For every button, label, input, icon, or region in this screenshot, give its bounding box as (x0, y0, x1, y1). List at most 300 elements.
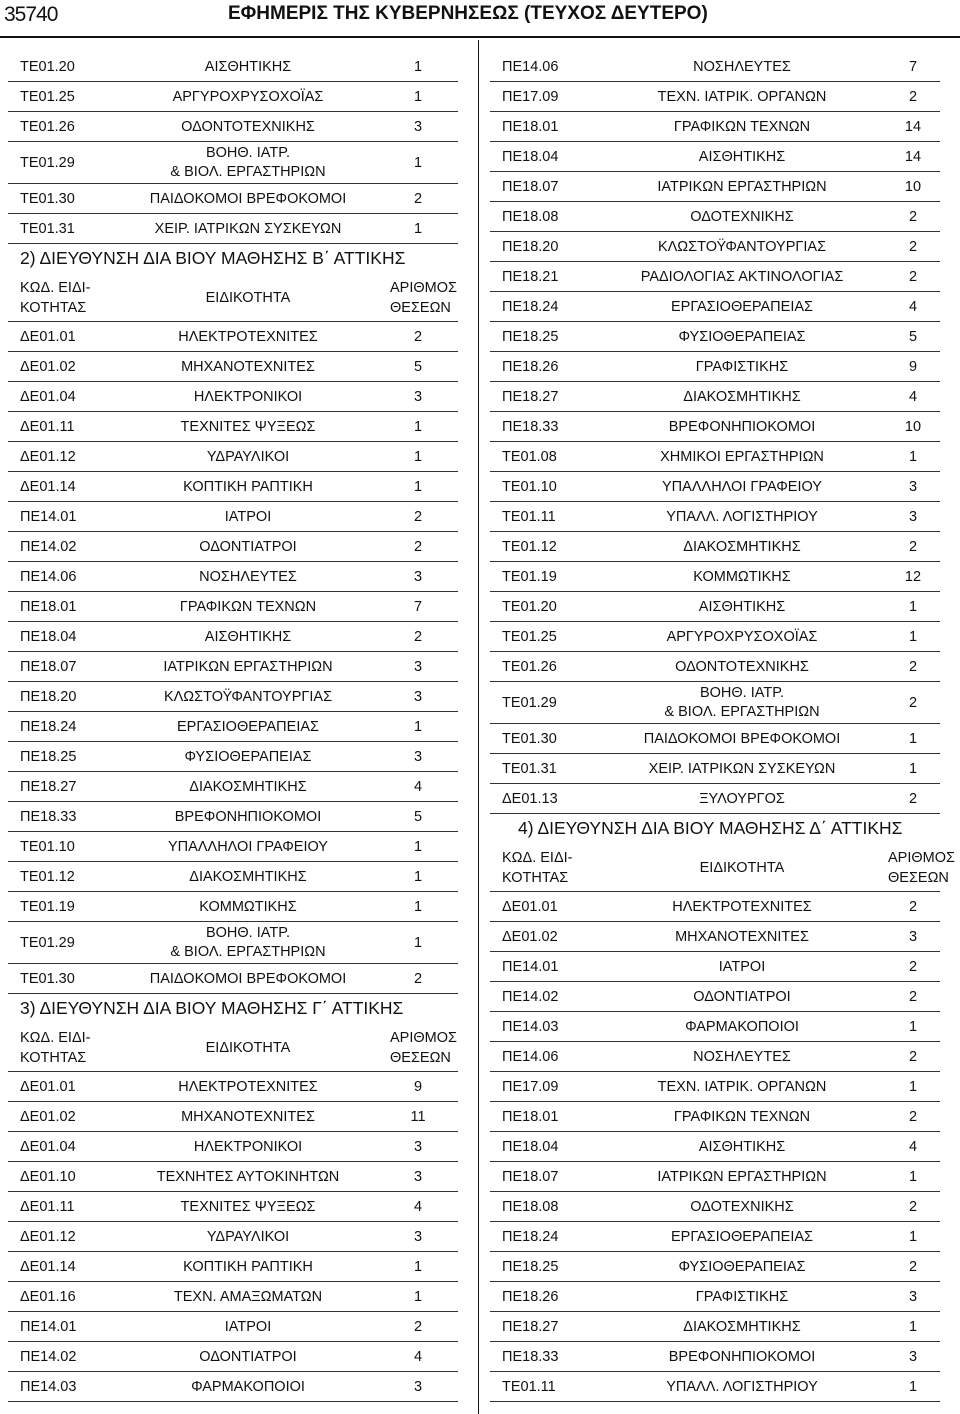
table-row (0, 802, 478, 832)
count-cell: 2 (908, 1049, 918, 1065)
code-cell: ΔΕ01.04 (20, 1139, 76, 1155)
table-row (482, 652, 960, 682)
code-cell: ΤΕ01.25 (502, 629, 557, 645)
table-row (0, 1342, 478, 1372)
code-cell: ΤΕ01.12 (502, 539, 557, 555)
count-cell: 4 (908, 1139, 918, 1155)
column-separator (478, 40, 479, 1414)
count-cell: 1 (908, 1379, 918, 1395)
count-cell: 1 (413, 935, 423, 951)
code-cell: ΠΕ18.33 (502, 419, 559, 435)
specialty-cell: ΑΙΣΘΗΤΙΚΗΣ (698, 1139, 786, 1155)
table-row (0, 892, 478, 922)
code-cell: ΤΕ01.10 (20, 839, 75, 855)
specialty-cell: ΙΑΤΡΙΚΩΝ ΕΡΓΑΣΤΗΡΙΩΝ (657, 1169, 827, 1185)
table-row (0, 832, 478, 862)
count-cell: 2 (413, 509, 423, 525)
specialty-cell: ΔΙΑΚΟΣΜΗΤΙΚΗΣ (189, 869, 307, 885)
left-column (0, 52, 478, 1402)
count-cell: 1 (413, 155, 423, 171)
table-row (0, 382, 478, 412)
code-cell: ΤΕ01.26 (20, 119, 75, 135)
specialty-cell: ΕΡΓΑΣΙΟΘΕΡΑΠΕΙΑΣ (671, 299, 813, 315)
specialty-cell (120, 924, 376, 962)
code-cell: ΠΕ18.04 (20, 629, 77, 645)
specialty-cell: ΝΟΣΗΛΕΥΤΕΣ (199, 569, 297, 585)
count-cell: 1 (908, 449, 918, 465)
count-cell: 10 (904, 419, 922, 435)
count-cell: 2 (908, 1199, 918, 1215)
page-number: 35740 (4, 3, 58, 26)
count-cell: 3 (413, 1379, 423, 1395)
code-cell: ΤΕ01.29 (20, 935, 75, 951)
table-row (0, 1132, 478, 1162)
table-row (0, 622, 478, 652)
code-cell: ΔΕ01.13 (502, 791, 558, 807)
code-cell: ΔΕ01.16 (20, 1289, 76, 1305)
table-row (482, 1012, 960, 1042)
table-row (482, 502, 960, 532)
table-row (0, 772, 478, 802)
table-row (0, 742, 478, 772)
table-row (482, 172, 960, 202)
code-cell: ΔΕ01.11 (20, 1199, 75, 1215)
count-cell: 2 (908, 89, 918, 105)
specialty-cell: ΙΑΤΡΟΙ (718, 959, 766, 975)
code-cell: ΔΕ01.01 (502, 899, 558, 915)
code-cell: ΔΕ01.10 (20, 1169, 76, 1185)
code-cell (20, 1028, 91, 1068)
count-cell: 1 (908, 599, 918, 615)
specialty-cell: ΠΑΙΔΟΚΟΜΟΙ ΒΡΕΦΟΚΟΜΟΙ (149, 971, 347, 987)
specialty-cell: ΕΙΔΙΚΟΤΗΤΑ (699, 860, 785, 876)
specialty-cell: ΤΕΧΝ. ΙΑΤΡΙΚ. ΟΡΓΑΝΩΝ (657, 89, 827, 105)
table-row (482, 232, 960, 262)
code-cell: ΠΕ18.26 (502, 1289, 559, 1305)
code-cell: ΔΕ01.04 (20, 389, 76, 405)
code-cell: ΠΕ18.33 (502, 1349, 559, 1365)
count-cell: 3 (413, 389, 423, 405)
specialty-cell: ΑΡΓΥΡΟΧΡΥΣΟΧΟΪΑΣ (666, 629, 818, 645)
specialty-cell: ΑΡΓΥΡΟΧΡΥΣΟΧΟΪΑΣ (172, 89, 324, 105)
code-cell: ΠΕ17.09 (502, 89, 559, 105)
table-row (482, 1252, 960, 1282)
table-row (482, 592, 960, 622)
code-cell: ΠΕ18.27 (502, 1319, 559, 1335)
code-cell: ΔΕ01.14 (20, 479, 76, 495)
specialty-cell: ΟΔΟΝΤΙΑΤΡΟΙ (693, 989, 791, 1005)
count-cell: 1 (413, 839, 423, 855)
table-row (482, 382, 960, 412)
table-row (482, 952, 960, 982)
table-row (482, 472, 960, 502)
count-cell: 2 (413, 1319, 423, 1335)
specialty-cell: ΒΡΕΦΟΝΗΠΙΟΚΟΜΟΙ (668, 419, 816, 435)
code-cell: ΤΕ01.30 (20, 191, 75, 207)
specialty-cell-line: ΒΟΗΘ. ΙΑΤΡ. (205, 145, 291, 161)
specialty-cell: ΠΑΙΔΟΚΟΜΟΙ ΒΡΕΦΟΚΟΜΟΙ (643, 731, 841, 747)
section-title (0, 244, 478, 274)
specialty-cell: ΤΕΧΝ. ΑΜΑΞΩΜΑΤΩΝ (173, 1289, 323, 1305)
code-cell: ΠΕ18.27 (502, 389, 559, 405)
code-cell: ΤΕ01.19 (20, 899, 75, 915)
code-cell: ΤΕ01.26 (502, 659, 557, 675)
table-row (482, 202, 960, 232)
count-cell-line: ΑΡΙΘΜΟΣ (888, 850, 955, 866)
specialty-cell: ΒΡΕΦΟΝΗΠΙΟΚΟΜΟΙ (668, 1349, 816, 1365)
count-cell-line: ΘΕΣΕΩΝ (390, 300, 451, 316)
count-cell: 5 (413, 359, 423, 375)
count-cell: 3 (413, 1169, 423, 1185)
specialty-cell: ΓΡΑΦΙΚΩΝ ΤΕΧΝΩΝ (673, 1109, 811, 1125)
count-cell: 1 (413, 719, 423, 735)
table-row (482, 412, 960, 442)
code-cell: ΠΕ14.01 (20, 1319, 77, 1335)
count-cell: 1 (908, 1079, 918, 1095)
count-cell: 2 (413, 191, 423, 207)
specialty-cell: ΦΑΡΜΑΚΟΠΟΙΟΙ (191, 1379, 305, 1395)
table-row (482, 682, 960, 724)
right-column (482, 52, 960, 1402)
specialty-cell: ΥΔΡΑΥΛΙΚΟΙ (206, 1229, 290, 1245)
table-row (0, 1072, 478, 1102)
count-cell: 2 (908, 269, 918, 285)
count-cell: 4 (413, 1199, 423, 1215)
count-cell-line: ΑΡΙΘΜΟΣ (390, 280, 457, 296)
count-cell: 14 (904, 149, 922, 165)
specialty-cell: ΔΙΑΚΟΣΜΗΤΙΚΗΣ (683, 389, 801, 405)
count-cell: 3 (413, 119, 423, 135)
code-cell: ΠΕ18.07 (20, 659, 77, 675)
table-row (482, 1222, 960, 1252)
table-row (482, 1192, 960, 1222)
count-cell: 1 (413, 1259, 423, 1275)
table-row (482, 1132, 960, 1162)
specialty-cell: ΔΙΑΚΟΣΜΗΤΙΚΗΣ (683, 1319, 801, 1335)
table-header (0, 274, 478, 322)
table-row (482, 442, 960, 472)
code-cell: ΔΕ01.14 (20, 1259, 76, 1275)
table-row (0, 712, 478, 742)
specialty-cell: ΚΟΜΜΩΤΙΚΗΣ (693, 569, 791, 585)
code-cell: ΠΕ18.27 (20, 779, 77, 795)
count-cell: 1 (413, 89, 423, 105)
specialty-cell-line: & ΒΙΟΛ. ΕΡΓΑΣΤΗΡΙΩΝ (170, 944, 326, 960)
specialty-cell: ΜΗΧΑΝΟΤΕΧΝΙΤΕΣ (181, 359, 315, 375)
code-cell: ΠΕ18.24 (502, 299, 559, 315)
specialty-cell-line: & ΒΙΟΛ. ΕΡΓΑΣΤΗΡΙΩΝ (170, 164, 326, 180)
specialty-cell-line: ΒΟΗΘ. ΙΑΤΡ. (205, 925, 291, 941)
specialty-cell: ΑΙΣΘΗΤΙΚΗΣ (698, 149, 786, 165)
code-cell: ΤΕ01.31 (502, 761, 557, 777)
specialty-cell: ΑΙΣΘΗΤΙΚΗΣ (698, 599, 786, 615)
count-cell: 4 (413, 779, 423, 795)
table-row (0, 442, 478, 472)
table-row (482, 1342, 960, 1372)
specialty-cell: ΤΕΧΝΙΤΕΣ ΨΥΞΕΩΣ (180, 1199, 316, 1215)
code-cell: ΠΕ18.26 (502, 359, 559, 375)
count-cell: 14 (904, 119, 922, 135)
specialty-cell: ΞΥΛΟΥΡΓΟΣ (699, 791, 785, 807)
table-row (0, 964, 478, 994)
code-cell: ΠΕ18.08 (502, 209, 559, 225)
count-cell: 2 (908, 1259, 918, 1275)
table-row (482, 1102, 960, 1132)
count-cell: 2 (908, 695, 918, 711)
code-cell: ΤΕ01.20 (502, 599, 557, 615)
table-row (482, 82, 960, 112)
count-cell: 3 (908, 509, 918, 525)
journal-title: ΕΦΗΜΕΡΙΣ ΤΗΣ ΚΥΒΕΡΝΗΣΕΩΣ (ΤΕΥΧΟΣ ΔΕΥΤΕΡΟ) (228, 3, 708, 24)
code-cell: ΤΕ01.08 (502, 449, 557, 465)
specialty-cell: ΟΔΟΝΤΙΑΤΡΟΙ (199, 539, 297, 555)
count-cell: 3 (908, 929, 918, 945)
code-cell: ΠΕ14.02 (20, 1349, 77, 1365)
table-row (0, 1282, 478, 1312)
count-cell: 2 (413, 539, 423, 555)
code-cell: ΠΕ14.01 (502, 959, 559, 975)
count-cell: 2 (908, 239, 918, 255)
table-row (482, 292, 960, 322)
code-cell: ΔΕ01.12 (20, 1229, 76, 1245)
count-cell: 2 (908, 209, 918, 225)
code-cell: ΤΕ01.19 (502, 569, 557, 585)
specialty-cell: ΚΛΩΣΤΟΫΦΑΝΤΟΥΡΓΙΑΣ (163, 689, 333, 705)
count-cell-line: ΘΕΣΕΩΝ (888, 870, 949, 886)
code-cell: ΤΕ01.29 (20, 155, 75, 171)
table-row (0, 502, 478, 532)
table-row (0, 1252, 478, 1282)
code-cell: ΤΕ01.31 (20, 221, 75, 237)
count-cell-line: ΑΡΙΘΜΟΣ (390, 1030, 457, 1046)
specialty-cell: ΕΡΓΑΣΙΟΘΕΡΑΠΕΙΑΣ (671, 1229, 813, 1245)
table-row (0, 682, 478, 712)
specialty-cell: ΜΗΧΑΝΟΤΕΧΝΙΤΕΣ (675, 929, 809, 945)
specialty-cell: ΕΙΔΙΚΟΤΗΤΑ (205, 1040, 291, 1056)
code-cell-line: ΚΩΔ. ΕΙΔΙ- (20, 280, 91, 296)
code-cell: ΤΕ01.10 (502, 479, 557, 495)
code-cell: ΤΕ01.29 (502, 695, 557, 711)
code-cell: ΠΕ18.04 (502, 1139, 559, 1155)
specialty-cell: ΥΠΑΛΛ. ΛΟΓΙΣΤΗΡΙΟΥ (666, 1379, 818, 1395)
specialty-cell: ΥΠΑΛΛ. ΛΟΓΙΣΤΗΡΙΟΥ (666, 509, 818, 525)
code-cell: ΤΕ01.11 (502, 1379, 556, 1395)
specialty-cell: ΦΥΣΙΟΘΕΡΑΠΕΙΑΣ (678, 329, 806, 345)
table-row (482, 754, 960, 784)
code-cell: ΠΕ14.02 (502, 989, 559, 1005)
code-cell: ΠΕ17.09 (502, 1079, 559, 1095)
specialty-cell: ΦΑΡΜΑΚΟΠΟΙΟΙ (685, 1019, 799, 1035)
code-cell: ΠΕ14.06 (20, 569, 77, 585)
code-cell: ΤΕ01.11 (502, 509, 556, 525)
code-cell: ΔΕ01.12 (20, 449, 76, 465)
count-cell: 1 (413, 869, 423, 885)
count-cell: 2 (908, 1109, 918, 1125)
count-cell: 2 (908, 899, 918, 915)
count-cell: 3 (908, 479, 918, 495)
specialty-cell: ΟΔΟΝΤΟΤΕΧΝΙΚΗΣ (675, 659, 809, 675)
count-cell: 1 (413, 59, 423, 75)
specialty-cell: ΓΡΑΦΙΚΩΝ ΤΕΧΝΩΝ (179, 599, 317, 615)
count-cell (390, 1028, 457, 1068)
specialty-cell: ΜΗΧΑΝΟΤΕΧΝΙΤΕΣ (181, 1109, 315, 1125)
specialty-cell: ΟΔΟΤΕΧΝΙΚΗΣ (690, 1199, 794, 1215)
code-cell: ΤΕ01.25 (20, 89, 75, 105)
count-cell: 9 (413, 1079, 423, 1095)
code-cell (20, 278, 91, 318)
table-row (482, 784, 960, 814)
code-cell: ΠΕ14.06 (502, 59, 559, 75)
table-row (482, 52, 960, 82)
code-cell: ΠΕ18.25 (502, 1259, 559, 1275)
count-cell: 5 (413, 809, 423, 825)
count-cell: 7 (413, 599, 423, 615)
code-cell: ΠΕ18.04 (502, 149, 559, 165)
table-row (482, 352, 960, 382)
specialty-cell: ΗΛΕΚΤΡΟΝΙΚΟΙ (193, 1139, 303, 1155)
table-row (0, 1222, 478, 1252)
table-row (482, 892, 960, 922)
count-cell: 1 (908, 731, 918, 747)
specialty-cell: ΒΡΕΦΟΝΗΠΙΟΚΟΜΟΙ (174, 809, 322, 825)
code-cell: ΠΕ18.20 (502, 239, 559, 255)
specialty-cell: ΙΑΤΡΟΙ (224, 509, 272, 525)
specialty-cell: ΕΙΔΙΚΟΤΗΤΑ (205, 290, 291, 306)
count-cell-line: ΘΕΣΕΩΝ (390, 1050, 451, 1066)
specialty-cell-line: ΒΟΗΘ. ΙΑΤΡ. (699, 685, 785, 701)
specialty-cell: ΚΛΩΣΤΟΫΦΑΝΤΟΥΡΓΙΑΣ (657, 239, 827, 255)
specialty-cell (592, 684, 892, 722)
table-row (0, 142, 478, 184)
table-row (482, 1072, 960, 1102)
table-row (0, 562, 478, 592)
count-cell: 3 (413, 659, 423, 675)
table-row (0, 1312, 478, 1342)
specialty-cell: ΚΟΠΤΙΚΗ ΡΑΠΤΙΚΗ (183, 479, 313, 495)
specialty-cell: ΗΛΕΚΤΡΟΤΕΧΝΙΤΕΣ (178, 329, 318, 345)
specialty-cell: ΦΥΣΙΟΘΕΡΑΠΕΙΑΣ (678, 1259, 806, 1275)
table-row (482, 922, 960, 952)
table-row (482, 142, 960, 172)
count-cell: 11 (410, 1109, 426, 1125)
specialty-cell: ΡΑΔΙΟΛΟΓΙΑΣ ΑΚΤΙΝΟΛΟΓΙΑΣ (640, 269, 844, 285)
count-cell: 2 (908, 959, 918, 975)
specialty-cell: ΔΙΑΚΟΣΜΗΤΙΚΗΣ (189, 779, 307, 795)
section-title (482, 814, 960, 844)
code-cell-line: ΚΩΔ. ΕΙΔΙ- (502, 850, 573, 866)
code-cell: ΠΕ18.01 (502, 119, 559, 135)
code-cell: ΠΕ18.01 (502, 1109, 559, 1125)
code-cell: ΠΕ14.01 (20, 509, 77, 525)
count-cell: 3 (413, 569, 423, 585)
table-row (0, 652, 478, 682)
header-rule (0, 36, 960, 38)
code-cell: ΔΕ01.01 (20, 329, 76, 345)
specialty-cell: ΚΟΠΤΙΚΗ ΡΑΠΤΙΚΗ (183, 1259, 313, 1275)
count-cell: 1 (413, 479, 423, 495)
count-cell: 1 (908, 1019, 918, 1035)
table-row (0, 184, 478, 214)
table-row (0, 1192, 478, 1222)
code-cell: ΔΕ01.11 (20, 419, 75, 435)
code-cell: ΤΕ01.30 (502, 731, 557, 747)
specialty-cell: ΙΑΤΡΙΚΩΝ ΕΡΓΑΣΤΗΡΙΩΝ (657, 179, 827, 195)
table-row (0, 592, 478, 622)
count-cell: 10 (904, 179, 922, 195)
page-header (0, 0, 960, 34)
count-cell: 3 (413, 749, 423, 765)
count-cell: 3 (413, 689, 423, 705)
count-cell: 2 (908, 989, 918, 1005)
specialty-cell: ΝΟΣΗΛΕΥΤΕΣ (693, 1049, 791, 1065)
specialty-cell: ΓΡΑΦΙΚΩΝ ΤΕΧΝΩΝ (673, 119, 811, 135)
specialty-cell: ΤΕΧΝ. ΙΑΤΡΙΚ. ΟΡΓΑΝΩΝ (657, 1079, 827, 1095)
specialty-cell: ΥΠΑΛΛΗΛΟΙ ΓΡΑΦΕΙΟΥ (168, 839, 328, 855)
count-cell: 1 (908, 761, 918, 777)
specialty-cell-line: & ΒΙΟΛ. ΕΡΓΑΣΤΗΡΙΩΝ (664, 704, 820, 720)
code-cell: ΠΕ18.33 (20, 809, 77, 825)
table-row (482, 262, 960, 292)
code-cell: ΠΕ18.24 (20, 719, 77, 735)
count-cell: 3 (413, 1229, 423, 1245)
code-cell: ΤΕ01.12 (20, 869, 75, 885)
count-cell: 5 (908, 329, 918, 345)
count-cell: 1 (908, 1169, 918, 1185)
specialty-cell: ΧΗΜΙΚΟΙ ΕΡΓΑΣΤΗΡΙΩΝ (660, 449, 824, 465)
code-cell: ΤΕ01.30 (20, 971, 75, 987)
count-cell: 2 (413, 629, 423, 645)
code-cell: ΔΕ01.02 (20, 359, 76, 375)
section-title-text: 3) ΔΙΕΥΘΥΝΣΗ ΔΙΑ ΒΙΟΥ ΜΑΘΗΣΗΣ Γ΄ ΑΤΤΙΚΗΣ (20, 998, 404, 1018)
specialty-cell: ΕΡΓΑΣΙΟΘΕΡΑΠΕΙΑΣ (177, 719, 319, 735)
table-row (0, 922, 478, 964)
code-cell: ΠΕ18.25 (20, 749, 77, 765)
specialty-cell (120, 144, 376, 182)
count-cell: 1 (908, 1319, 918, 1335)
table-row (482, 322, 960, 352)
count-cell: 4 (413, 1349, 423, 1365)
count-cell: 2 (413, 971, 423, 987)
count-cell: 2 (413, 329, 423, 345)
table-row (0, 1372, 478, 1402)
section-title-text: 2) ΔΙΕΥΘΥΝΣΗ ΔΙΑ ΒΙΟΥ ΜΑΘΗΣΗΣ Β΄ ΑΤΤΙΚΗΣ (20, 248, 406, 268)
specialty-cell: ΑΙΣΘΗΤΙΚΗΣ (204, 629, 292, 645)
count-cell: 3 (413, 1139, 423, 1155)
specialty-cell: ΥΔΡΑΥΛΙΚΟΙ (206, 449, 290, 465)
count-cell: 2 (908, 659, 918, 675)
code-cell: ΤΕ01.20 (20, 59, 75, 75)
code-cell (502, 848, 573, 888)
table-row (0, 322, 478, 352)
table-row (482, 1312, 960, 1342)
table-row (0, 1102, 478, 1132)
code-cell-line: ΚΟΤΗΤΑΣ (20, 300, 87, 316)
code-cell-line: ΚΩΔ. ΕΙΔΙ- (20, 1030, 91, 1046)
table-row (0, 472, 478, 502)
code-cell: ΔΕ01.02 (20, 1109, 76, 1125)
section-title-text: 4) ΔΙΕΥΘΥΝΣΗ ΔΙΑ ΒΙΟΥ ΜΑΘΗΣΗΣ Δ΄ ΑΤΤΙΚΗΣ (518, 818, 903, 838)
table-row (482, 1372, 960, 1402)
specialty-cell: ΦΥΣΙΟΘΕΡΑΠΕΙΑΣ (184, 749, 312, 765)
count-cell: 1 (413, 419, 423, 435)
count-cell: 7 (908, 59, 918, 75)
table-row (0, 214, 478, 244)
table-row (482, 532, 960, 562)
table-row (482, 1042, 960, 1072)
specialty-cell: ΔΙΑΚΟΣΜΗΤΙΚΗΣ (683, 539, 801, 555)
specialty-cell: ΥΠΑΛΛΗΛΟΙ ΓΡΑΦΕΙΟΥ (662, 479, 822, 495)
code-cell: ΠΕ18.25 (502, 329, 559, 345)
